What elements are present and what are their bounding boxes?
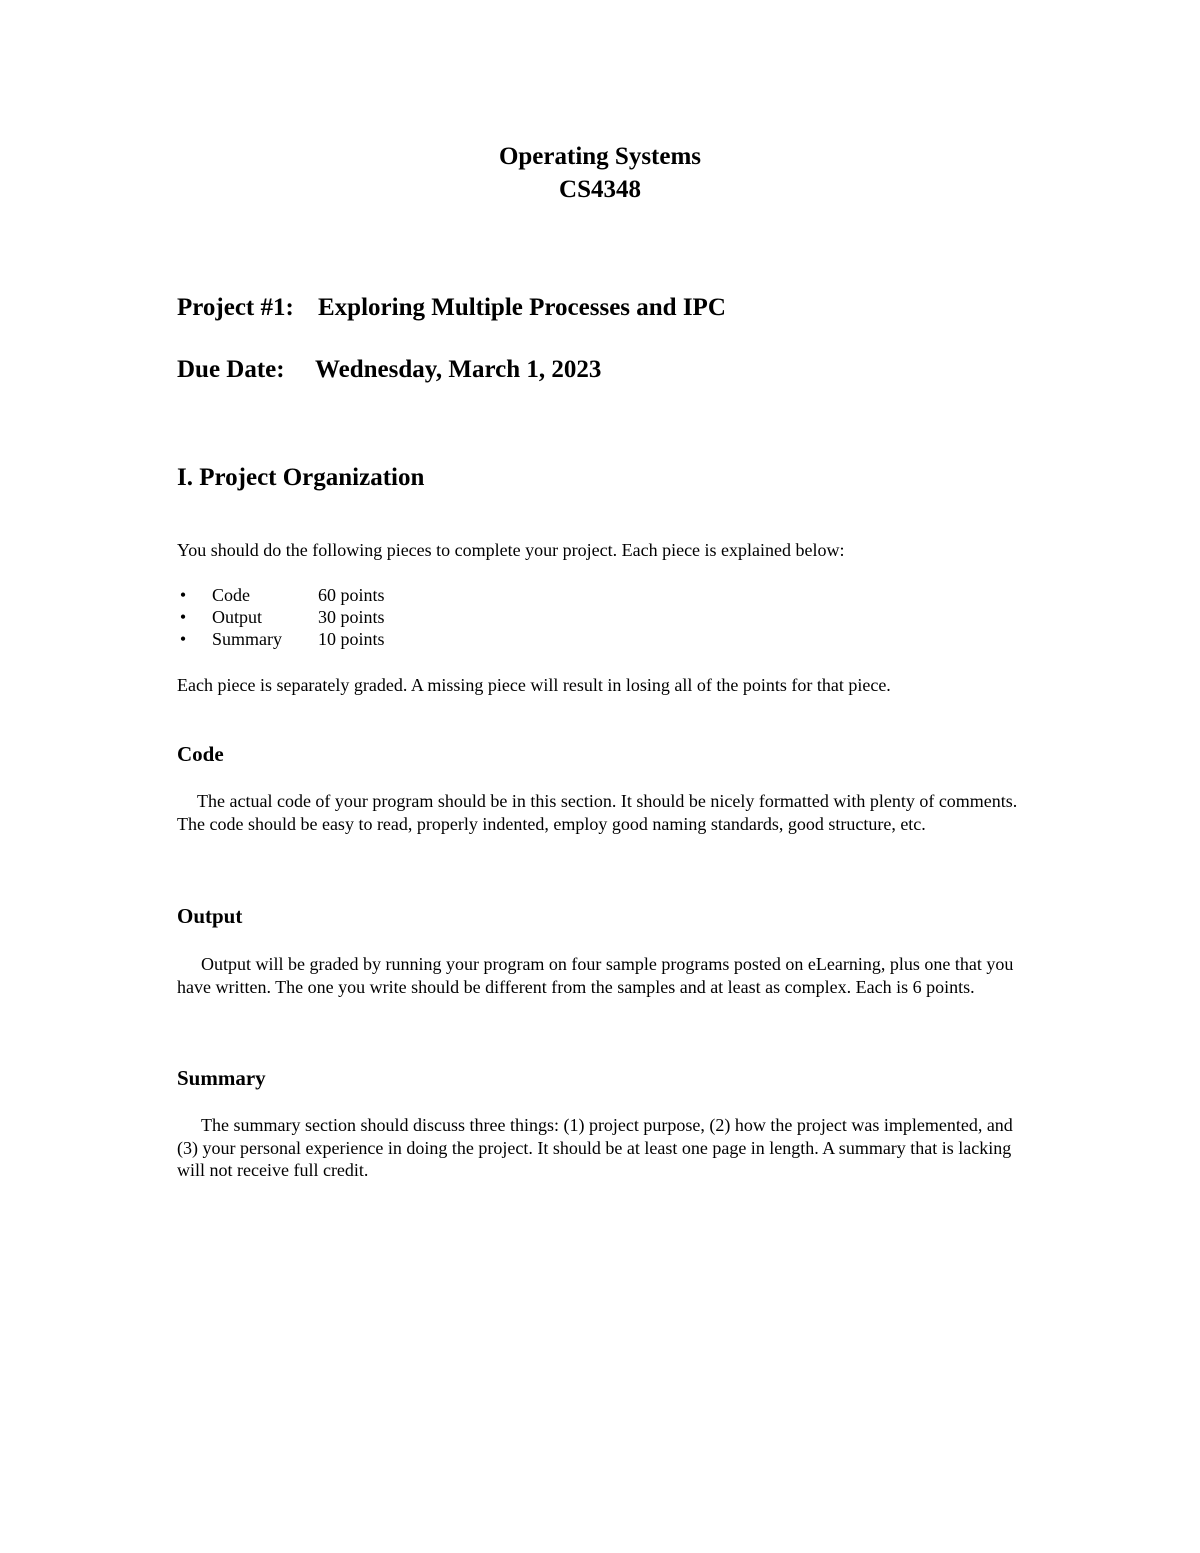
bullet-icon: • [179,585,187,605]
grading-note: Each piece is separately graded. A missing piece will result in losing all of the points for that piece. [177,675,891,695]
piece-points: 60 points [318,585,385,605]
code-heading: Code [177,742,224,766]
output-paragraph: Output will be graded by running your program on four sample programs posted on eLearning, plus one that you have written. The one you write should be different from the samples and at least as complex. Each is 6 points. [177,954,1014,997]
section-heading: I. Project Organization [177,464,425,491]
summary-heading: Summary [177,1066,266,1090]
output-heading: Output [177,904,243,928]
course-code: CS4348 [559,176,641,203]
project-name: Exploring Multiple Processes and IPC [318,294,726,321]
piece-label: Output [212,607,263,627]
bullet-icon: • [179,607,187,627]
summary-paragraph: The summary section should discuss three things: (1) project purpose, (2) how the project was implemented, and (3) your personal experience in doing the project. It should be at least one page in length. A summary that is lacking will not receive full credit. [177,1115,1013,1180]
piece-label: Code [212,585,250,605]
course-title: Operating Systems [498,143,702,170]
due-date-value: Wednesday, March 1, 2023 [315,356,602,383]
piece-points: 10 points [318,629,385,649]
piece-label: Summary [212,629,282,649]
due-date-label: Due Date: [177,356,285,383]
intro-text: You should do the following pieces to complete your project. Each piece is explained below: [177,540,845,560]
project-label: Project #1: [177,294,294,321]
code-paragraph: The actual code of your program should be in this section. It should be nicely formatted with plenty of comments. The code should be easy to read, properly indented, employ good naming standards, good structure, etc. [177,791,1018,834]
piece-points: 30 points [318,607,385,627]
bullet-icon: • [179,629,187,649]
